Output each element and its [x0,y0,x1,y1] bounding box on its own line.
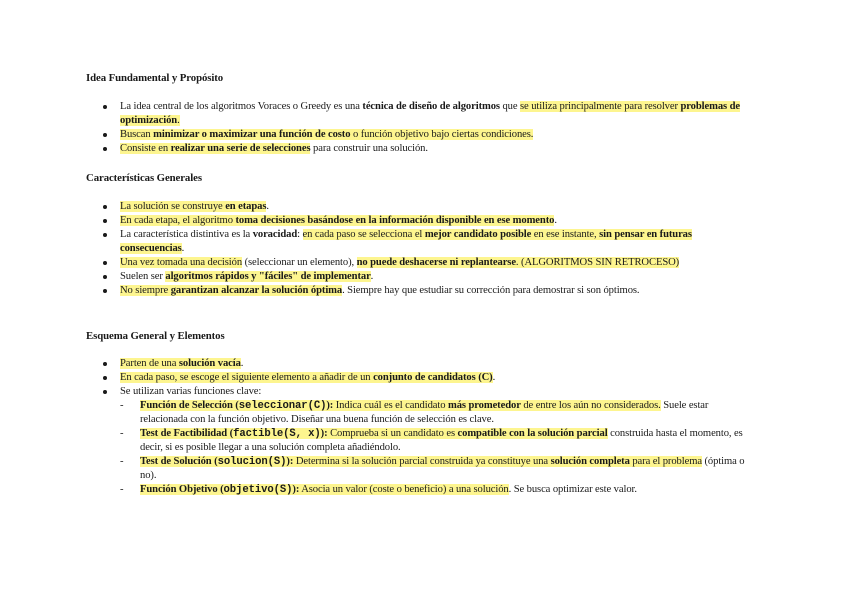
sub-list-funciones [120,399,756,497]
section-heading-idea: Idea Fundamental y Propósito [86,72,224,84]
list-item: En cada etapa, el algoritmo toma decisiones basándose en la información disponible en ese momento. [86,214,756,228]
list-item: Parten de una solución vacía. [86,357,756,371]
list-item: Buscan minimizar o maximizar una función de costo o función objetivo bajo ciertas condiciones. [86,128,756,142]
list-item: Consiste en realizar una serie de selecciones para construir una solución. [86,142,756,156]
section-heading-caracteristicas: Características Generales [86,172,202,184]
list-item: La característica distintiva es la voracidad: en cada paso se selecciona el mejor candidato posible en ese instante, sin pensar en futuras consecuencias. [86,228,756,256]
section-heading-esquema: Esquema General y Elementos [86,330,225,342]
sub-list-item: - Test de Solución (solucion(S)): Determina si la solución parcial construida ya constituye una solución completa para el problema (óptima o no). [120,455,756,483]
bullet-list-esquema [86,357,756,497]
list-item: Suelen ser algoritmos rápidos y "fáciles" de implementar. [86,270,756,284]
list-item: En cada paso, se escoge el siguiente elemento a añadir de un conjunto de candidatos (C). [86,371,756,385]
sub-list-item: - Función Objetivo (objetivo(S)): Asocia un valor (coste o beneficio) a una solución. Se busca optimizar este valor. [120,483,756,497]
list-item: Una vez tomada una decisión (seleccionar un elemento), no puede deshacerse ni replantearse. (ALGORITMOS SIN RETROCESO) [86,256,756,270]
list-item: La idea central de los algoritmos Voraces o Greedy es una técnica de diseño de algoritmos que se utiliza principalmente para resolver problemas de optimización. [86,100,756,128]
sub-list-item: - Función de Selección (seleccionar(C)): Indica cuál es el candidato más prometedor de entre los aún no considerados. Suele estar relacionada con la función objetivo. Diseñar una buena función de selección es clave. [120,399,756,427]
list-item: La solución se construye en etapas. [86,200,756,214]
bullet-list-caracteristicas [86,200,756,298]
sub-list-item: - Test de Factibilidad (factible(S, x)): Comprueba si un candidato es compatible con la solución parcial construida hasta el momento, es decir, si es posible llegar a una solución completa añadiéndolo. [120,427,756,455]
list-item: Se utilizan varias funciones clave: - Función de Selección (seleccionar(C)): Indica cuál es el candidato más prometedor de entre los aún no considerados. Suele estar relacionada con la función objetivo. Diseñar una buena función de selección es clave. - Test de Factibilidad (factible(S, x)): Comprueba si un candidato es compatible con la solución parcial construida hasta el momento, es decir, si es posible llegar a una solución completa añadiéndolo. - Test de Solución (solucion(S)): Determina si la solución parcial construida ya constituye una solución completa para el problema (óptima o no). - Función Objetivo (objetivo(S)): Asocia un valor (coste o beneficio) a una solución. Se busca optimizar este valor. [86,385,756,497]
bullet-list-idea [86,100,756,156]
list-item: No siempre garantizan alcanzar la solución óptima. Siempre hay que estudiar su corrección para demostrar si son óptimos. [86,284,756,298]
